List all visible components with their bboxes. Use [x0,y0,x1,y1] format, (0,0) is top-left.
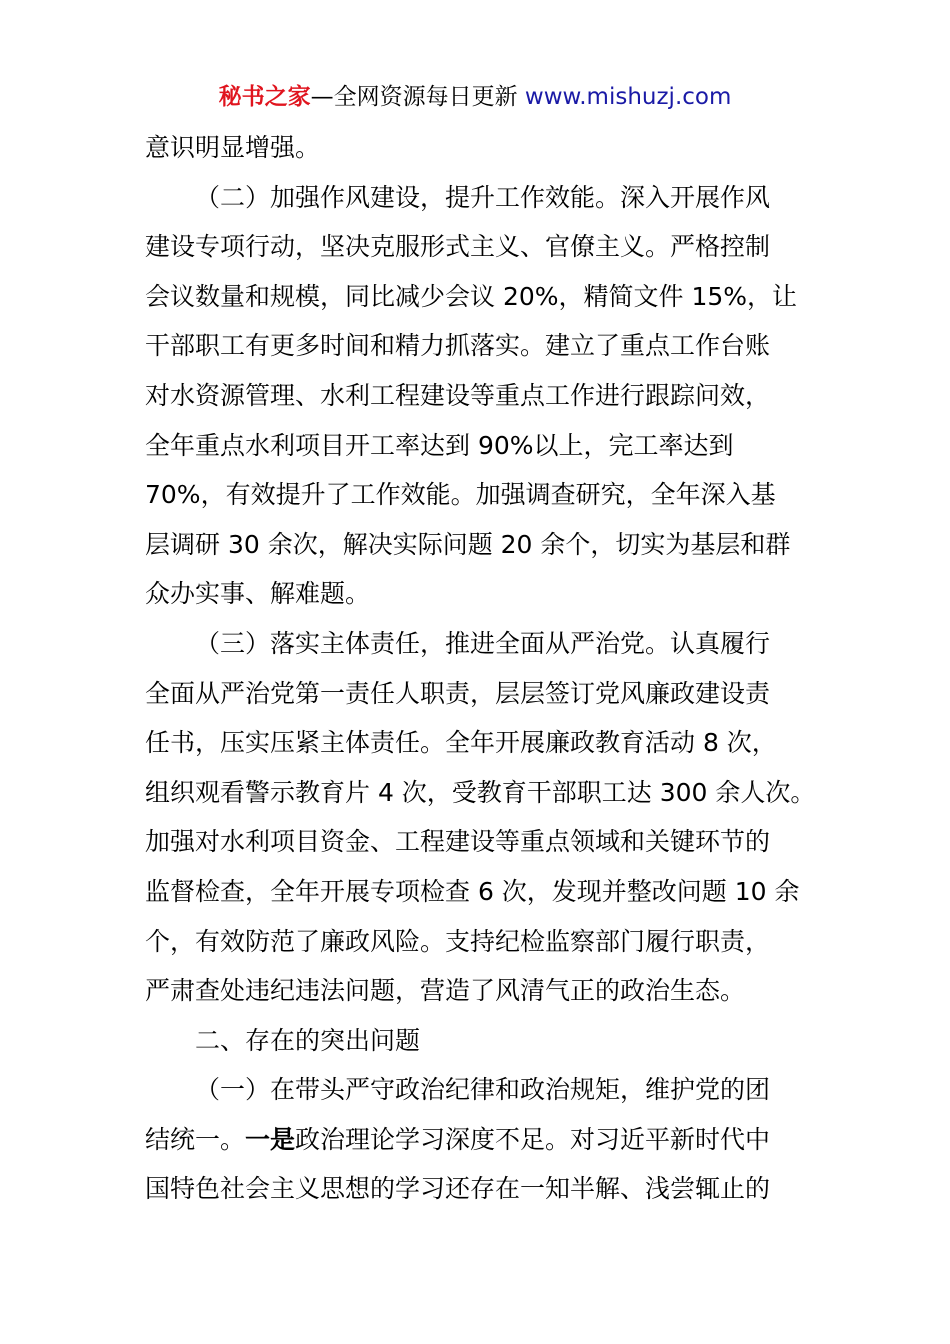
text-segment: 结统一。 [145,1124,246,1154]
text-line: 意识明显增强。 [145,133,321,162]
paragraph-start: （一）在带头严守政治纪律和政治规矩，维护党的团 [195,1075,771,1105]
text-line: 全年重点水利项目开工率达到 90%以上，完工率达到 [145,430,734,460]
site-url[interactable]: www.mishuzj.com [524,84,732,110]
text-segment: 政治理论学习深度不足。对习近平新时代中 [295,1124,771,1154]
text-line: 建设专项行动，坚决克服形式主义、官僚主义。严格控制 [145,232,771,262]
text-line: 组织观看警示教育片 4 次，受教育干部职工达 300 余人次。 [145,777,816,807]
brand-name: 秘书之家 [218,84,311,110]
text-line-with-bold [145,1115,825,1165]
text-line: 干部职工有更多时间和精力抓落实。建立了重点工作台账 [145,331,771,361]
text-line: 国特色社会主义思想的学习还存在一知半解、浅尝辄止的 [145,1174,771,1204]
text-line: 加强对水利项目资金、工程建设等重点领域和关键环节的 [145,827,771,857]
text-line: 个，有效防范了廉政风险。支持纪检监察部门履行职责， [145,926,771,956]
text-line: 对水资源管理、水利工程建设等重点工作进行跟踪问效， [145,380,771,410]
text-line: 众办实事、解难题。 [145,579,371,609]
document-body [145,123,825,1214]
paragraph-start: （二）加强作风建设，提升工作效能。深入开展作风 [195,182,771,212]
text-line: 会议数量和规模，同比减少会议 20%，精简文件 15%，让 [145,281,798,311]
text-line: 任书，压实压紧主体责任。全年开展廉政教育活动 8 次， [145,728,777,758]
text-line: 全面从严治党第一责任人职责，层层签订党风廉政建设责 [145,678,771,708]
text-line: 层调研 30 余次，解决实际问题 20 余个，切实为基层和群 [145,529,791,559]
text-line: 严肃查处违纪违法问题，营造了风清气正的政治生态。 [145,976,746,1006]
text-line: 监督检查，全年开展专项检查 6 次，发现并整改问题 10 余 [145,876,800,906]
bold-marker: 一是 [245,1124,296,1154]
section-heading: 二、存在的突出问题 [195,1025,421,1055]
paragraph-start: （三）落实主体责任，推进全面从严治党。认真履行 [195,628,771,658]
page-header [0,80,950,114]
header-tagline: —全网资源每日更新 [310,84,518,110]
text-line: 70%，有效提升了工作效能。加强调查研究，全年深入基 [145,480,776,510]
